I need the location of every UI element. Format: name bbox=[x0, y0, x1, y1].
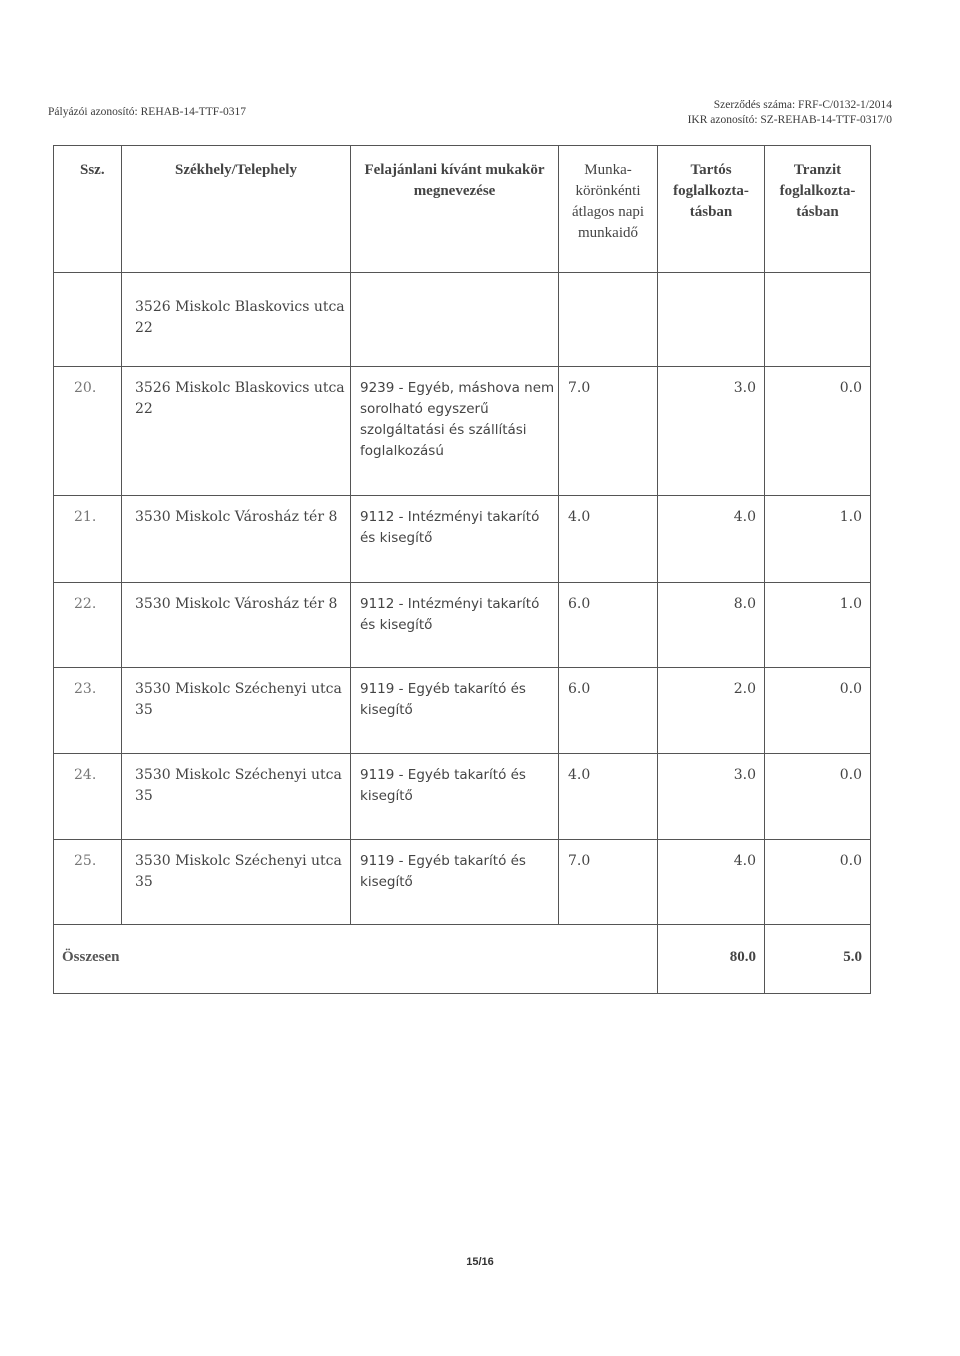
cell-job bbox=[351, 273, 559, 367]
cell-site: 3530 Miskolc Széchenyi utca 35 bbox=[122, 754, 351, 840]
col-header-job: Felajánlani kívánt mukakör megnevezése bbox=[351, 146, 559, 273]
cell-long-term: 3.0 bbox=[658, 367, 765, 496]
cell-job: 9239 - Egyéb, máshova nem sorolható egyszerű szolgáltatási és szállítási foglalkozású bbox=[351, 367, 559, 496]
cell-site: 3526 Miskolc Blaskovics utca 22 bbox=[122, 367, 351, 496]
cell-nr: 23. bbox=[54, 668, 122, 754]
cell-site: 3530 Miskolc Széchenyi utca 35 bbox=[122, 840, 351, 925]
cell-site: 3530 Miskolc Városház tér 8 bbox=[122, 583, 351, 668]
cell-job: 9119 - Egyéb takarító és kisegítő bbox=[351, 840, 559, 925]
total-long-term: 80.0 bbox=[658, 925, 765, 994]
cell-long-term: 8.0 bbox=[658, 583, 765, 668]
job-offer-table bbox=[53, 145, 871, 994]
cell-long-term: 3.0 bbox=[658, 754, 765, 840]
cell-nr: 20. bbox=[54, 367, 122, 496]
cell-transit: 1.0 bbox=[765, 583, 871, 668]
cell-nr: 21. bbox=[54, 496, 122, 583]
col-header-hours: Munka-körönkénti átlagos napi munkaidő bbox=[559, 146, 658, 273]
cell-hours: 7.0 bbox=[559, 840, 658, 925]
table-row bbox=[54, 668, 871, 754]
col-header-long-term: Tartós foglalkozta-tásban bbox=[658, 146, 765, 273]
cell-transit: 1.0 bbox=[765, 496, 871, 583]
contract-info bbox=[688, 98, 892, 128]
table-header-row bbox=[54, 146, 871, 273]
cell-transit: 0.0 bbox=[765, 367, 871, 496]
cell-site: 3530 Miskolc Széchenyi utca 35 bbox=[122, 668, 351, 754]
cell-job: 9112 - Intézményi takarító és kisegítő bbox=[351, 583, 559, 668]
cell-nr: 22. bbox=[54, 583, 122, 668]
total-transit: 5.0 bbox=[765, 925, 871, 994]
cell-hours: 6.0 bbox=[559, 583, 658, 668]
col-header-site: Székhely/Telephely bbox=[122, 146, 351, 273]
cell-transit bbox=[765, 273, 871, 367]
table-row bbox=[54, 367, 871, 496]
cell-site: 3530 Miskolc Városház tér 8 bbox=[122, 496, 351, 583]
cell-site: 3526 Miskolc Blaskovics utca 22 bbox=[122, 273, 351, 367]
cell-hours: 4.0 bbox=[559, 754, 658, 840]
cell-nr bbox=[54, 273, 122, 367]
cell-long-term bbox=[658, 273, 765, 367]
cell-long-term: 2.0 bbox=[658, 668, 765, 754]
cell-job: 9112 - Intézményi takarító és kisegítő bbox=[351, 496, 559, 583]
ikr-id: IKR azonosító: SZ-REHAB-14-TTF-0317/0 bbox=[687, 114, 892, 126]
cell-transit: 0.0 bbox=[765, 840, 871, 925]
col-header-transit: Tranzit foglalkozta-tásban bbox=[765, 146, 871, 273]
cell-transit: 0.0 bbox=[765, 754, 871, 840]
table-row bbox=[54, 583, 871, 668]
cell-transit: 0.0 bbox=[765, 668, 871, 754]
total-row bbox=[54, 925, 871, 994]
cell-long-term: 4.0 bbox=[658, 840, 765, 925]
cell-nr: 25. bbox=[54, 840, 122, 925]
cell-hours: 6.0 bbox=[559, 668, 658, 754]
total-label: Összesen bbox=[54, 925, 658, 994]
table-row bbox=[54, 840, 871, 925]
cell-job: 9119 - Egyéb takarító és kisegítő bbox=[351, 668, 559, 754]
cell-nr: 24. bbox=[54, 754, 122, 840]
page-number: 15/16 bbox=[466, 1256, 494, 1268]
cell-hours: 4.0 bbox=[559, 496, 658, 583]
col-header-ssz: Ssz. bbox=[54, 146, 122, 273]
tender-id: Pályázói azonosító: REHAB-14-TTF-0317 bbox=[48, 106, 247, 118]
contract-number: Szerződés száma: FRF-C/0132-1/2014 bbox=[713, 99, 892, 111]
table-row bbox=[54, 754, 871, 840]
cell-long-term: 4.0 bbox=[658, 496, 765, 583]
table-row bbox=[54, 496, 871, 583]
cell-hours bbox=[559, 273, 658, 367]
cell-job: 9119 - Egyéb takarító és kisegítő bbox=[351, 754, 559, 840]
table-row bbox=[54, 273, 871, 367]
cell-hours: 7.0 bbox=[559, 367, 658, 496]
